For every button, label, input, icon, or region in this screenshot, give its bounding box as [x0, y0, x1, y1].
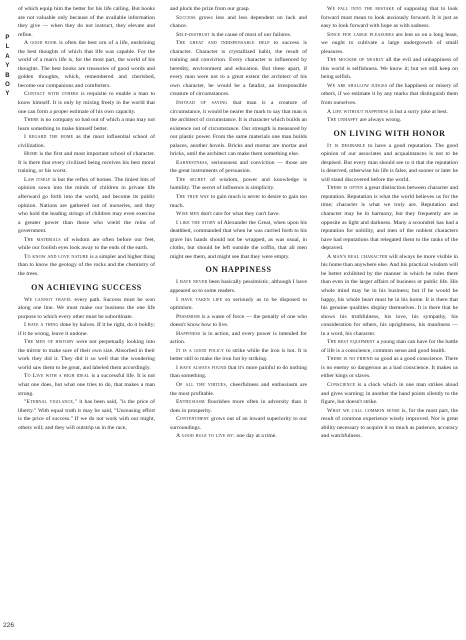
masthead-letter: L: [5, 44, 11, 51]
paragraph: [170, 176, 307, 193]
paragraph-lead-in: Wise men: [176, 211, 200, 218]
masthead-letter: P: [5, 35, 11, 41]
masthead-letter: Y: [5, 91, 11, 98]
paragraph: [321, 116, 458, 125]
paragraph-text: a great distinction between character and reputation. Reputation is what the world believes us for the time; character is what we truly are. Reputation and character may be in harmony, but they frequently are as opposite as light and darkness. Many a scoundrel has had a reputation for nobility, and men of the noblest characters have had reputations that relegated them to the ranks of the depraved.: [321, 185, 458, 252]
paragraph-lead-in: A good book: [24, 40, 58, 47]
paragraph: [321, 82, 458, 108]
paragraph-text: don't care for what they can't have.: [200, 211, 280, 218]
paragraph-lead-in: Instead of saying: [176, 100, 228, 107]
paragraph-lead-in: The mocker of nearly: [327, 57, 384, 64]
paragraph-lead-in: A life without happiness: [327, 108, 389, 115]
paragraph-lead-in: It is desirable: [327, 142, 366, 149]
paragraph: [170, 364, 307, 381]
paragraph-lead-in: What we call common sense: [327, 407, 400, 414]
paragraph: [18, 5, 155, 39]
paragraph-text: is but a sorry joke at best.: [389, 108, 449, 115]
paragraph: [321, 253, 458, 338]
section-heading-happiness: ON HAPPINESS: [205, 265, 272, 275]
paragraph: [170, 39, 307, 99]
paragraph-text: one day at a time.: [236, 433, 277, 440]
paragraph: [170, 99, 307, 159]
paragraph: [18, 150, 155, 176]
paragraph: [170, 210, 307, 219]
paragraph: [18, 39, 155, 90]
paragraph: [18, 296, 155, 322]
paragraph-text: to have a good reputation. The good opinion of our associates and acquaintances is not to be despised. But every man should see to it that the reputation is deserved, otherwise his life is false, and sooner or later he will stand discovered before the world.: [321, 142, 458, 183]
paragraph: [321, 355, 458, 381]
paragraph-lead-in: Pessimism: [176, 313, 200, 320]
paragraph-lead-in: Law itself: [24, 176, 51, 183]
masthead-letter: B: [5, 72, 11, 79]
paragraph-lead-in: Self-distrust: [176, 31, 210, 38]
paragraph-text: every path. Success must be won along one line. We must make our business the one life purpose to which every other must be subordinate.: [18, 296, 155, 320]
paragraph-text: is often the best urn of a life, enshrining the best thoughts of which that life was capable. For the world of a man's life is, for the most part, the world of his thoughts. The best books are treasuries of good words and golden thoughts, which, remembered and cherished, become our companions and comforters.: [18, 40, 155, 89]
paragraph-lead-in: I have never: [176, 279, 208, 286]
paragraph-lead-in: The best equipment: [327, 339, 376, 346]
paragraph-lead-in: Earnestness,: [176, 159, 209, 166]
paragraph-text: is in action, and every power is intended for action.: [170, 330, 307, 346]
paragraph-text: all the evil and unhappiness of this world is selfishness. We know it; but we still keep on being selfish.: [321, 57, 458, 81]
paragraph-lead-in: The men of history: [24, 339, 74, 346]
paragraph: [170, 193, 307, 210]
paragraph: [18, 176, 155, 236]
paragraph-text: to gain much is never to desire to gain too much.: [170, 194, 307, 209]
paragraph-text: to success is character. Character is crystallized habit, the result of training and conviction. Every character is influenced by heredity, environment and education. But these apart, if every man were not to a great extent the architect of his own character, he would be a fatalist, an irresponsible creature of circumstances.: [170, 40, 307, 98]
paragraph: [321, 184, 458, 252]
paragraph-group: [18, 296, 155, 433]
paragraph-lead-in: It is a good policy: [176, 347, 225, 354]
paragraph-text: of the happiness or misery of others, if we estimate it by any marks that distinguish them from ourselves.: [321, 82, 458, 107]
paragraph-text: is a successful life. It is not what one does, but what one tries to do, that makes a man strong.: [18, 373, 155, 397]
paragraph: [170, 313, 307, 330]
text-column-1: [18, 5, 155, 637]
paragraph-lead-in: We fall into the mistake: [327, 6, 395, 12]
page-number: 226: [3, 622, 15, 629]
paragraph-lead-in: Contact with others: [24, 91, 79, 98]
paragraph-lead-in: We are shallow judges: [327, 82, 388, 89]
paragraph-lead-in: The great and indispensable help: [176, 40, 270, 47]
paragraph-lead-in: Conscience: [327, 381, 356, 388]
paragraph: [18, 90, 155, 116]
paragraph-text: of wisdom are often before our feet, while our foolish eyes look away to the ends of the earth.: [18, 236, 155, 252]
paragraph-lead-in: The true way: [176, 194, 210, 201]
paragraph-lead-in: To know and love nature: [24, 253, 89, 260]
paragraph-text: of wisdom, power and knowledge is humility. The secret of influence is simplicity.: [170, 176, 307, 192]
paragraph-text: is a simpler and higher thing than to know the geology of the rocks and the chemistry of the trees.: [18, 253, 155, 277]
paragraph: [321, 381, 458, 407]
paragraph: [321, 407, 458, 441]
paragraph-lead-in: To Live with a high ideal: [24, 373, 90, 380]
paragraph-lead-in: Contentment: [176, 416, 210, 423]
paragraph-lead-in: A man's real character: [327, 253, 388, 260]
paragraph-group: [321, 5, 458, 125]
paragraph-text: to strike while the iron is hot. It is better still to make the iron hot by striking.: [170, 347, 307, 363]
paragraph-lead-in: I hate a thing: [24, 322, 59, 329]
paragraph: [321, 31, 458, 57]
paragraph-text: is the cause of most of our failures.: [211, 31, 292, 38]
paragraph-text: of which equip him the better for his life calling. But books are not valuable only because of the available information they give — when they do not instruct, they elevate and refine.: [18, 6, 155, 38]
paragraph-text: grows less and less dependent on luck and chance.: [170, 14, 307, 30]
paragraph: [18, 133, 155, 150]
paragraph-text: is no company so bad out of which a man may not learn something to make himself better.: [18, 117, 155, 132]
paragraph-text: of Alexander the Great, when upon his deathbed, commanded that when he was carried forth to his grave his hands should not be wrapped, as was usual, in cloths, but should be left outside the coffin, that all men might see them, and might see that they were empty.: [170, 219, 307, 260]
paragraph-text: and pluck the prize from our grasp.: [170, 6, 251, 12]
paragraph-text: of supposing that to look forward must mean to look anxiously forward. It is just as easy to look forward with hope as with sadness.: [321, 6, 458, 30]
paragraph-lead-in: There is no friend: [327, 356, 373, 363]
paragraph: [321, 108, 458, 117]
paragraph-text: is requisite to enable a man to know himself. It is only by mixing freely in the world that one can form a proper estimate of his own capacity.: [18, 91, 155, 115]
paragraph: [18, 116, 155, 133]
paragraph-lead-in: We cannot travel: [24, 296, 72, 303]
paragraph: [18, 321, 155, 338]
paragraph-lead-in: Happiness: [176, 330, 201, 337]
paragraph: [321, 338, 458, 355]
paragraph: [170, 330, 307, 347]
section-heading-success: ON ACHIEVING SUCCESS: [31, 282, 142, 292]
paragraph-lead-in: I regard the home: [24, 134, 74, 141]
paragraph-text: will always be more visible in his home than anywhere else. And his practical wisdom will be better exhibited by the manner in which he rules there than even in the larger affairs of business or public life. His whole mind may be in his business; but if he would be happy, his whole heart must be in his home. It is there that his genuine qualities display themselves. It is there that he shows his truthfulness, his love, his sympathy, his consideration for others, his uprightness, his manliness — in a word, his character.: [321, 253, 458, 337]
paragraph: [18, 236, 155, 253]
paragraph-lead-in: Since few large pleasures: [327, 31, 395, 38]
paragraph: [170, 398, 307, 415]
paragraph: [170, 219, 307, 262]
paragraph-group: [170, 278, 307, 440]
paragraph: [170, 278, 307, 295]
paragraph-text: are lent us on a long lease, we ought to cultivate a large undergrowth of small pleasures.: [321, 31, 458, 55]
paragraph-group: [321, 142, 458, 441]
paragraph-text: are always wrong.: [359, 117, 402, 124]
paragraph-group: [18, 5, 155, 279]
paragraph-lead-in: The secret: [176, 176, 206, 183]
paragraph-lead-in: The materials: [24, 236, 61, 243]
paragraph-lead-in: Home: [24, 151, 38, 158]
paragraph-lead-in: I have always found: [176, 364, 227, 371]
paragraph-lead-in: There: [24, 117, 39, 124]
paragraph: [18, 253, 155, 279]
paragraph-text: is the first and most important school of character. It is there that every civilized being receives his best moral training, or his worst.: [18, 151, 155, 175]
paragraph: [321, 142, 458, 185]
paragraph: [18, 372, 155, 398]
paragraph-text: so seriously as to be disposed to optimism.: [170, 296, 307, 312]
paragraph-text: been basically pessimistic, although I have appeared so to some readers.: [170, 279, 307, 294]
paragraph-text: cheerfulness and enthusiasm are the most profitable.: [170, 381, 307, 397]
text-column-2: [170, 5, 307, 637]
paragraph-lead-in: A good rule to live by:: [176, 433, 236, 440]
paragraph-text: that it's more painful to do nothing than something.: [170, 364, 307, 380]
paragraph-text: that man is a creature of circumstance, it would be nearer the mark to say that man is the architect of circumstance. It is character which builds an existence out of circumstance. Our strength is measured by our plastic power. From the same materials one man builds palaces, another hovels. Bricks and mortar are mortar and bricks, until the architect can make them something else.: [170, 100, 307, 158]
paragraph: [170, 159, 307, 176]
paragraph: [170, 381, 307, 398]
paragraph-lead-in: Success: [176, 14, 196, 21]
masthead-letter: A: [5, 53, 11, 60]
paragraph-text: is but the reflex of homes. The tiniest bits of opinion sown into the minds of children in private life afterward go forth into the world, and become its public opinion. Nations are gathered out of nurseries, and they who hold the leading strings of children may even exercise a greater power than those who wield the reins of government.: [18, 176, 155, 235]
text-column-3: [321, 5, 458, 637]
paragraph-text: seriousness and conviction — those are the great instruments of persuasion.: [170, 159, 307, 175]
paragraph-text: it has been said, "is the price of liberty." With equal truth it may be said, "Unceasing effort is the price of success." If we do not work with our might, others will; and they will outstrip us in the race,: [18, 399, 155, 431]
paragraph: [18, 398, 155, 432]
paragraph-text: grows out of an inward superiority to our surroundings.: [170, 416, 307, 431]
paragraph-text: is a waste of force — the penalty of one who doesn't know how to live.: [170, 313, 307, 329]
paragraph: [170, 415, 307, 432]
masthead-letter: O: [5, 82, 11, 89]
paragraph-lead-in: The unhappy: [327, 117, 359, 124]
masthead-letter: Y: [5, 63, 11, 70]
paragraph-text: flourishes more often in adversity than it does in prosperity.: [170, 399, 307, 414]
paragraph-text: a young man can have for the battle of life is a conscience, common sense and good health.: [321, 339, 458, 354]
paragraph-lead-in: Of all the virtues,: [176, 381, 228, 388]
paragraph-text: so good as a good conscience. There is no enemy so dangerous as a bad conscience. It makes us either kings or slaves.: [321, 356, 458, 380]
paragraph: [321, 5, 458, 31]
paragraph-lead-in: "Eternal vigilance,": [24, 399, 78, 406]
paragraph: [18, 338, 155, 372]
paragraph-text: were not perpetually looking into the mirror to make sure of their own size. Absorbed in their work they did it. They did it so well that the wondering world saw them to be great, and labeled them accordingly.: [18, 339, 155, 371]
paragraph-group: [170, 5, 307, 261]
paragraph-lead-in: I have taken life: [176, 296, 223, 303]
paragraph-text: done by halves. If it be right, do it boldly; if it be wrong, leave it undone.: [18, 322, 155, 337]
paragraph: [170, 432, 307, 441]
paragraph: [321, 56, 458, 82]
paragraph-lead-in: Enthusiasm: [176, 399, 205, 406]
paragraph-lead-in: There is often: [327, 185, 364, 192]
section-heading-honor: ON LIVING WITH HONOR: [333, 128, 446, 138]
paragraph-text: is a clock which in one man strikes aloud and gives warning; in another the hand points silently to the figure, but doesn't strike.: [321, 381, 458, 406]
paragraph-text: as the most influential school of civilization.: [18, 134, 155, 149]
paragraph: [170, 296, 307, 313]
paragraph: [170, 347, 307, 364]
paragraph: [170, 31, 307, 40]
paragraph-text: is, for the most part, the result of common experience wisely improved. Nor is great ability necessary to acquire it so much as patience, accuracy and watchfulness.: [321, 407, 458, 440]
paragraph-lead-in: I like the story: [176, 219, 216, 226]
magazine-masthead: [2, 34, 14, 100]
paragraph: [170, 14, 307, 31]
paragraph: [170, 5, 307, 14]
